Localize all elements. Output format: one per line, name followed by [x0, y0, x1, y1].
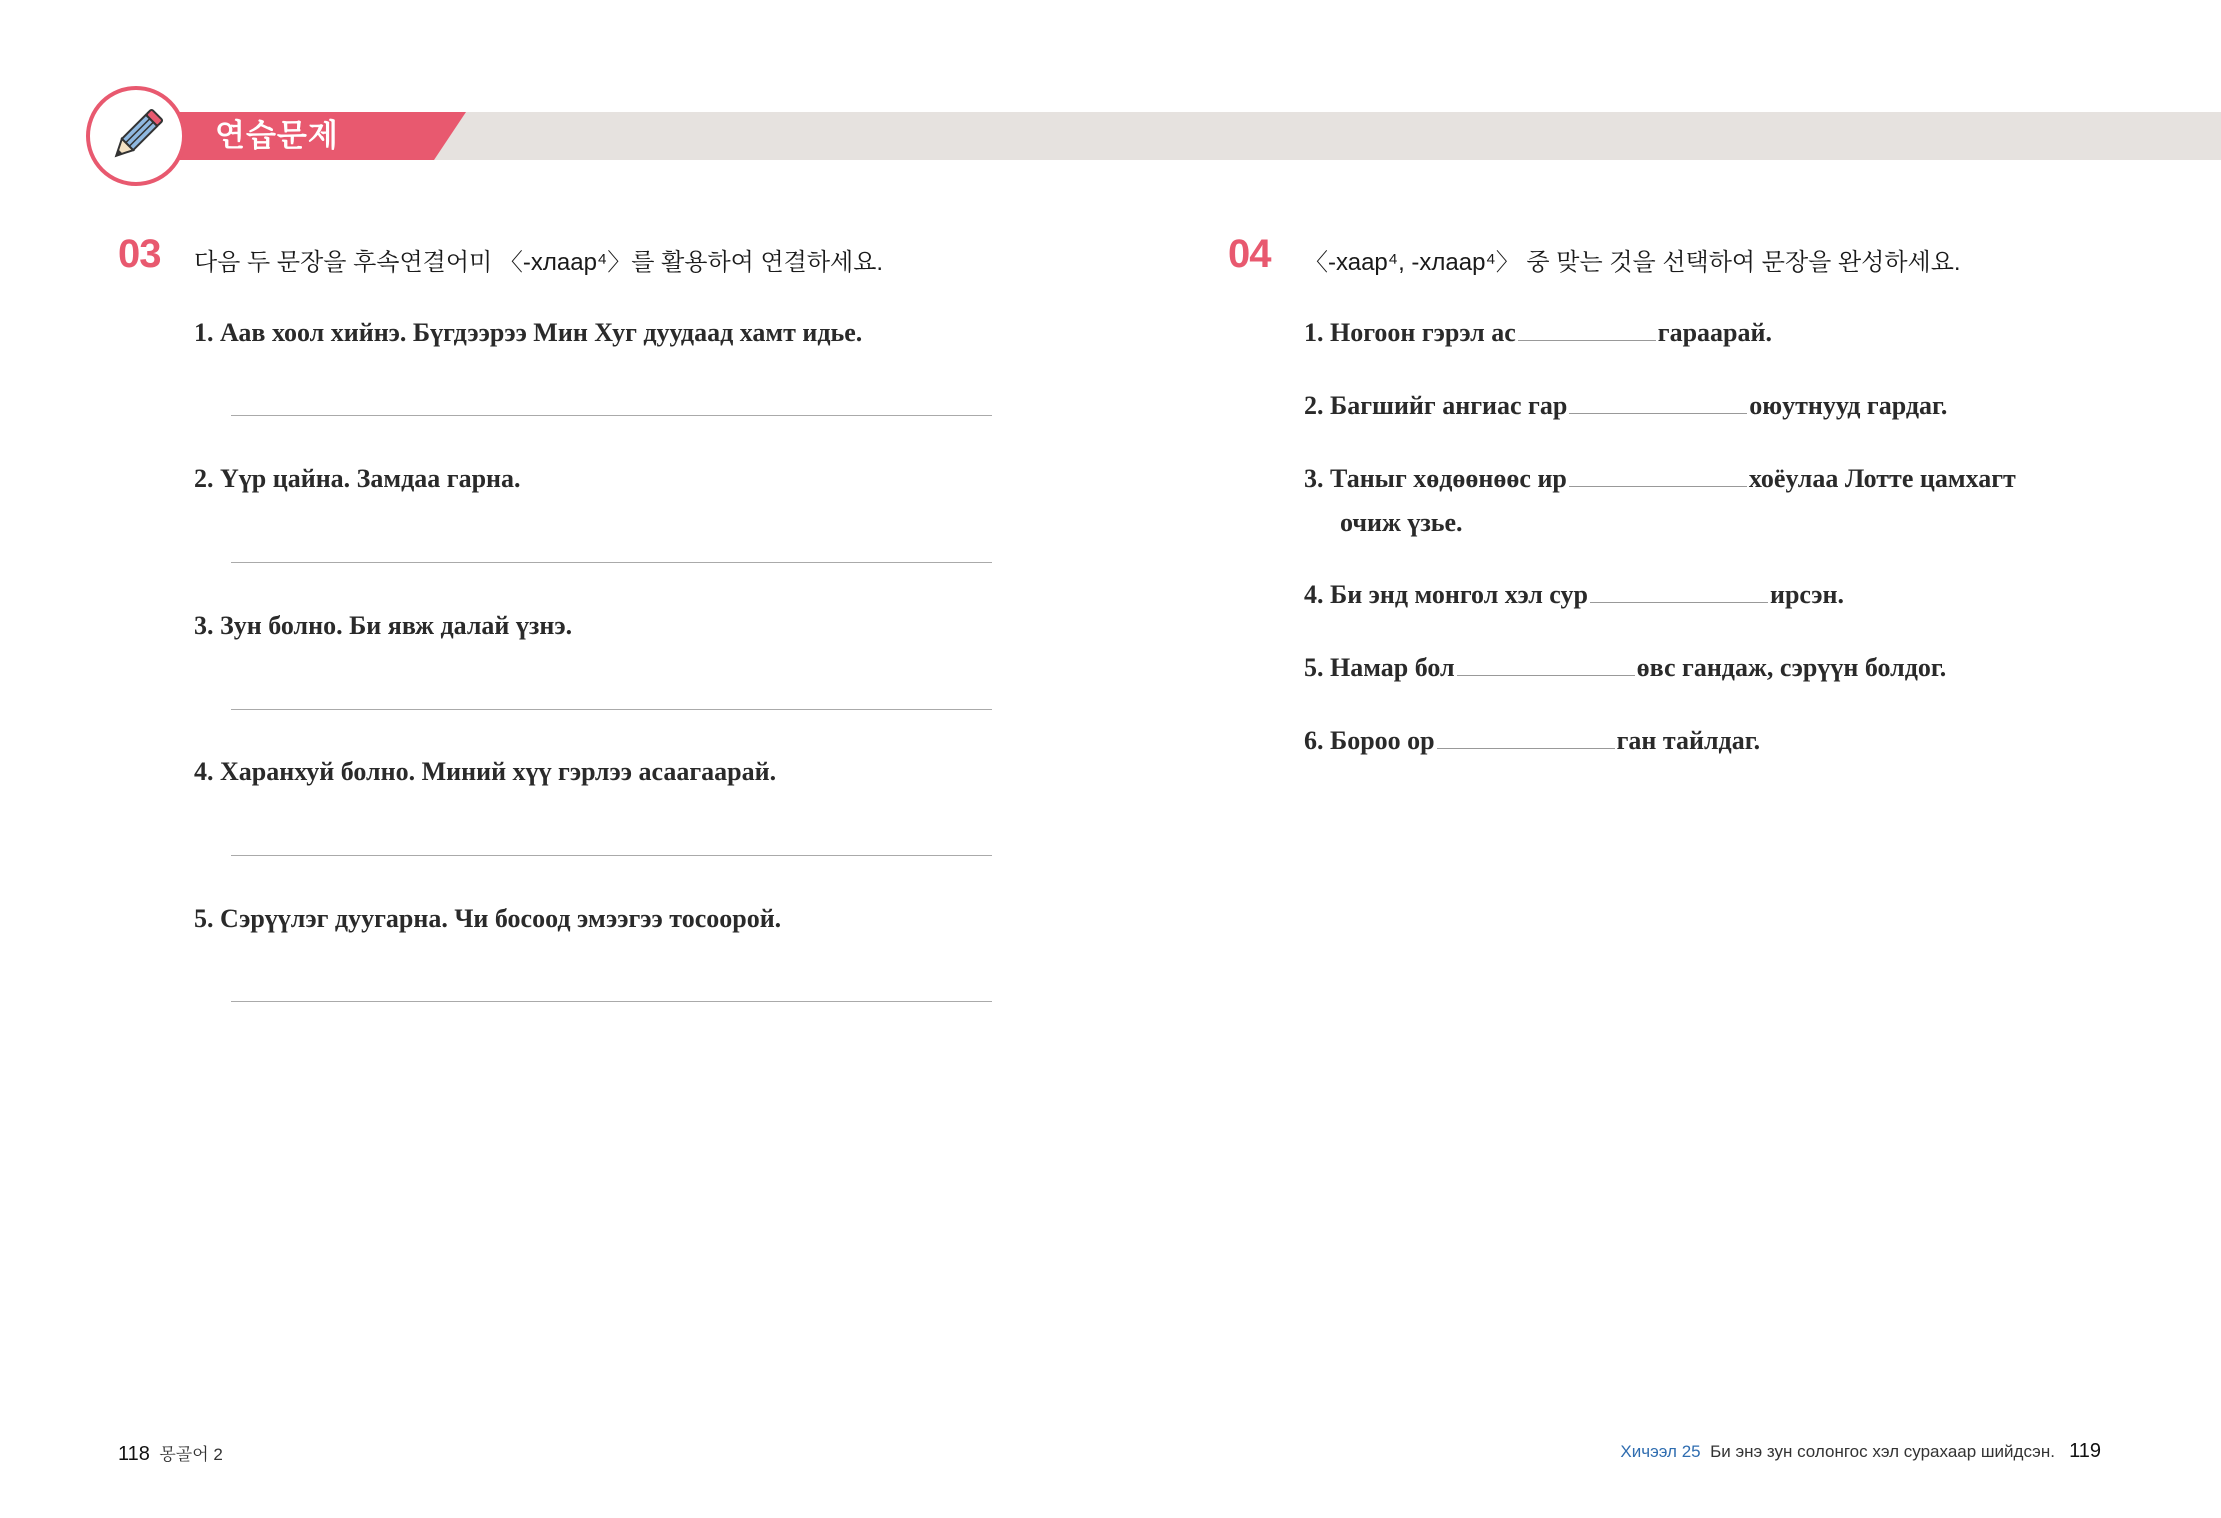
exercise-instruction: 다음 두 문장을 후속연결어미 〈-хлаар⁴〉를 활용하여 연결하세요. — [194, 249, 884, 276]
page-number: 118 — [118, 1443, 150, 1465]
item-text-before: 6. Бороо ор — [1304, 726, 1435, 755]
answer-line[interactable] — [231, 1001, 992, 1002]
page-title: 연습문제 — [215, 118, 339, 153]
fill-in-item — [1304, 653, 1946, 683]
answer-blank[interactable] — [1437, 728, 1615, 749]
item-text-after: ирсэн. — [1769, 580, 1844, 609]
item-text-after: оюутнууд гардаг. — [1749, 391, 1948, 420]
exercise-item: 1. Аав хоол хийнэ. Бүгдээрээ Мин Хуг дуудаад хамт идье. — [194, 318, 863, 347]
header-banner-bar — [430, 112, 2221, 160]
lesson-title: Би энэ зун солонгос хэл сурахаар шийдсэн. — [1710, 1442, 2055, 1461]
item-text-after: гараарай. — [1657, 318, 1772, 347]
pencil-badge — [86, 86, 186, 186]
item-text-before: 4. Би энд монгол хэл сур — [1304, 580, 1588, 609]
item-text-after: хоёулаа Лотте цамхагт — [1748, 464, 2016, 493]
answer-line[interactable] — [231, 415, 992, 416]
item-text-before: 2. Багшийг ангиас гар — [1304, 391, 1568, 420]
item-text-after: өвс гандаж, сэрүүн болдог. — [1636, 653, 1947, 682]
exercise-number: 04 — [1228, 232, 1271, 276]
exercise-item: 5. Сэрүүлэг дуугарна. Чи босоод эмээгээ тосоорой. — [194, 904, 782, 933]
answer-blank[interactable] — [1569, 393, 1747, 414]
fill-in-item — [1304, 318, 1772, 348]
item-text-after: ган тайлдаг. — [1616, 726, 1761, 755]
item-continuation: очиж үзье. — [1340, 508, 1463, 537]
exercise-item: 4. Харанхуй болно. Миний хүү гэрлээ асаагаарай. — [194, 757, 777, 786]
answer-blank[interactable] — [1569, 466, 1747, 487]
exercise-item: 2. Үүр цайна. Замдаа гарна. — [194, 464, 521, 493]
item-text-before: 5. Намар бол — [1304, 653, 1455, 682]
answer-line[interactable] — [231, 709, 992, 710]
item-text-before: 1. Ногоон гэрэл ас — [1304, 318, 1516, 347]
lesson-label: Хичээл 25 — [1620, 1442, 1701, 1461]
answer-blank[interactable] — [1457, 655, 1635, 676]
answer-blank[interactable] — [1590, 582, 1768, 603]
footer-right — [1620, 1440, 2101, 1463]
answer-line[interactable] — [231, 855, 992, 856]
exercise-item: 3. Зун болно. Би явж далай үзнэ. — [194, 611, 573, 640]
item-text-before: 3. Таныг хөдөөнөөс ир — [1304, 464, 1567, 493]
answer-line[interactable] — [231, 562, 992, 563]
footer-left — [118, 1440, 223, 1466]
pencil-icon — [102, 102, 170, 170]
fill-in-item — [1304, 580, 1844, 610]
fill-in-item — [1304, 464, 2016, 494]
answer-blank[interactable] — [1518, 320, 1656, 341]
fill-in-item — [1304, 726, 1760, 756]
fill-in-item — [1304, 391, 1947, 421]
exercise-instruction: 〈-хаар⁴, -хлаар⁴〉 중 맞는 것을 선택하여 문장을 완성하세요. — [1304, 249, 1961, 276]
exercise-number: 03 — [118, 232, 161, 276]
page-number: 119 — [2069, 1440, 2101, 1462]
book-title: 몽골어 2 — [159, 1445, 223, 1464]
